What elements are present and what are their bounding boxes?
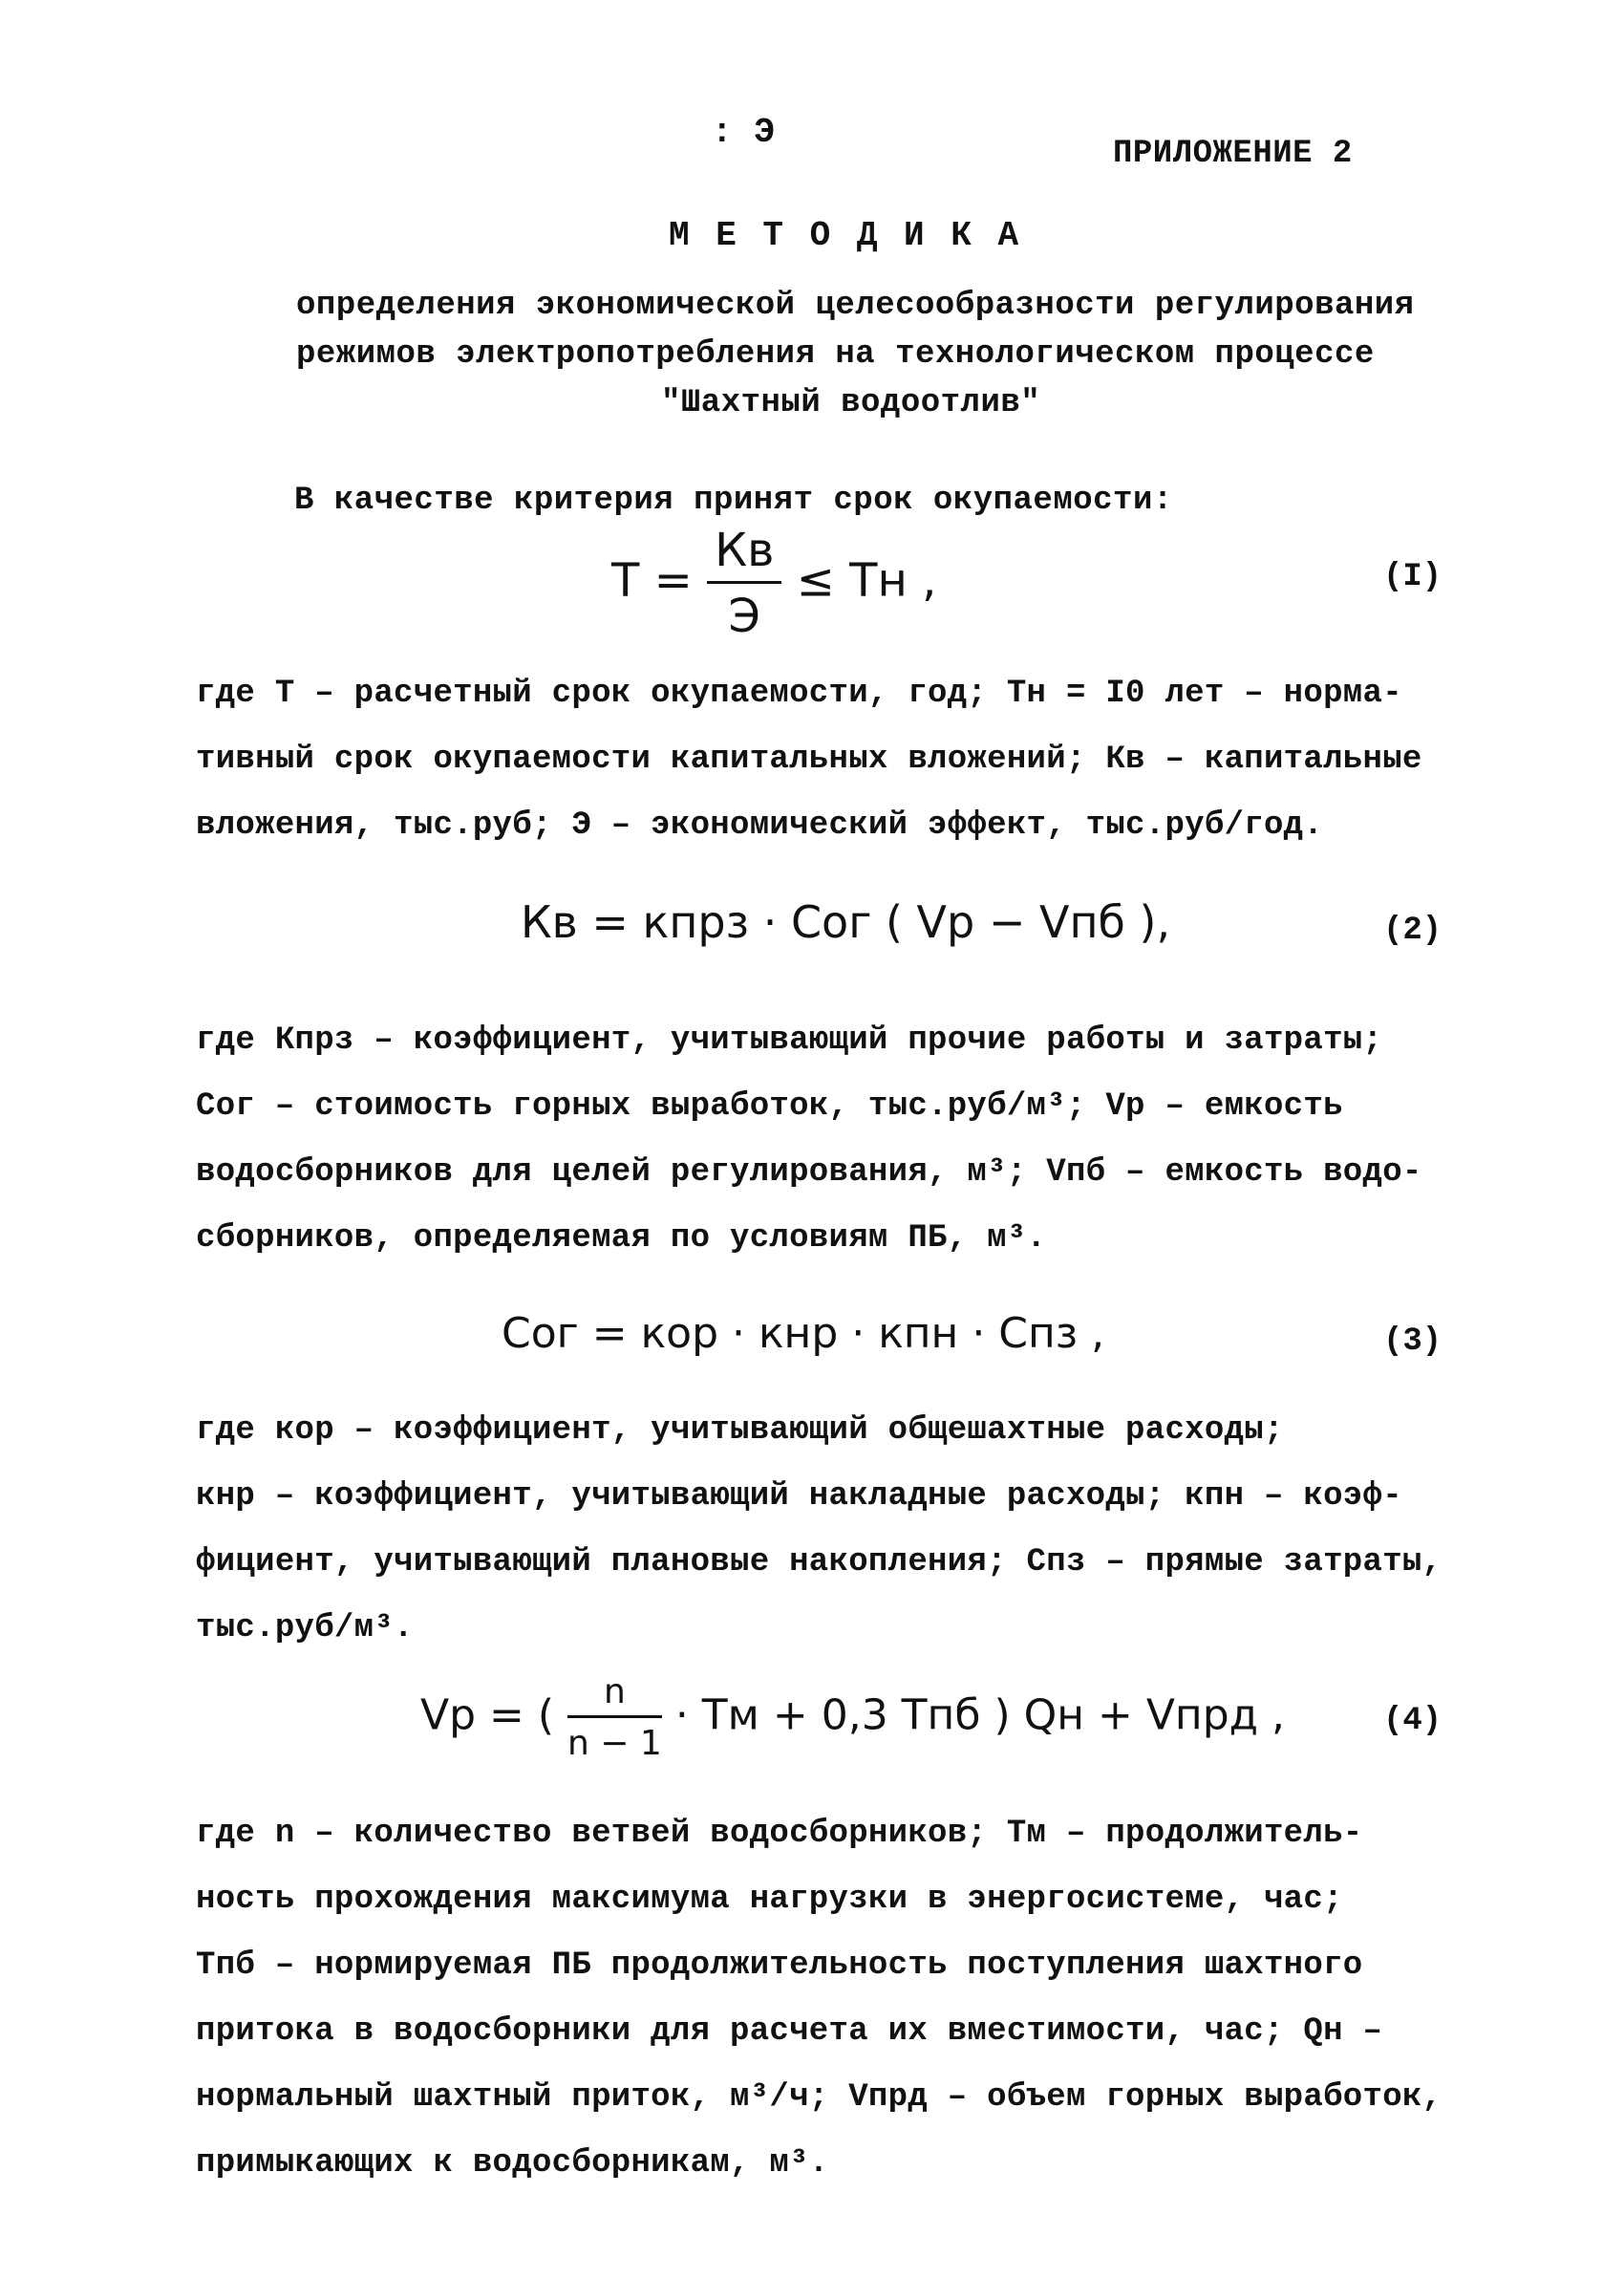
eq4-denominator: n − 1 xyxy=(567,1724,662,1763)
equation-2: Кв = кпрз · Cог ( Vр − Vпб ), xyxy=(521,896,1171,948)
p4-line-3: Tпб – нормируемая ПБ продолжительность поступления шахтного xyxy=(196,1947,1363,1984)
p3-line-1: где кор – коэффициент, учитывающий общешахтные расходы; xyxy=(196,1412,1284,1449)
eq1-denominator: Э xyxy=(728,590,760,643)
p4-line-2: ность прохождения максимума нагрузки в энергосистеме, час; xyxy=(196,1882,1343,1918)
p4-line-6: примыкающих к водосборникам, м³. xyxy=(196,2145,829,2182)
p3-line-4: тыс.руб/м³. xyxy=(196,1610,414,1646)
equation-3-number: (3) xyxy=(1383,1323,1442,1360)
eq4-fraction xyxy=(567,1672,662,1763)
eq1-fraction xyxy=(707,524,781,643)
subtitle-line-2: режимов электропотребления на технологическом процессе xyxy=(296,336,1375,373)
p1-line-1: где T – расчетный срок окупаемости, год; Tн = I0 лет – норма- xyxy=(196,676,1402,712)
appendix-label: ПРИЛОЖЕНИЕ 2 xyxy=(1113,136,1353,172)
page-title: М Е Т О Д И К А xyxy=(669,216,1022,255)
equation-4 xyxy=(420,1672,1285,1763)
eq4-numerator: n xyxy=(567,1672,662,1718)
p2-line-1: где Кпрз – коэффициент, учитывающий прочие работы и затраты; xyxy=(196,1022,1383,1059)
equation-1 xyxy=(611,524,936,643)
p4-line-1: где n – количество ветвей водосборников; Tм – продолжитель- xyxy=(196,1816,1363,1852)
subtitle-line-3: "Шахтный водоотлив" xyxy=(661,385,1041,421)
p1-line-3: вложения, тыс.руб; Э – экономический эффект, тыс.руб/год. xyxy=(196,807,1324,844)
eq1-numerator: Кв xyxy=(707,524,781,584)
eq1-rhs: ≤ Tн , xyxy=(796,553,937,608)
p4-line-4: притока в водосборники для расчета их вместимости, час; Qн – xyxy=(196,2013,1383,2050)
p1-line-2: тивный срок окупаемости капитальных вложений; Кв – капитальные xyxy=(196,742,1422,778)
equation-1-number: (I) xyxy=(1383,559,1442,595)
p2-line-4: сборников, определяемая по условиям ПБ, м³. xyxy=(196,1220,1047,1257)
p3-line-3: фициент, учитывающий плановые накопления; Cпз – прямые затраты, xyxy=(196,1544,1442,1581)
eq4-lhs: Vр = ( xyxy=(420,1690,555,1740)
subtitle-line-1: определения экономической целесообразности регулирования xyxy=(296,288,1415,324)
equation-2-number: (2) xyxy=(1383,913,1442,949)
p2-line-2: Cог – стоимость горных выработок, тыс.руб/м³; Vр – емкость xyxy=(196,1088,1343,1125)
eq1-lhs: T = xyxy=(611,553,693,608)
equation-4-number: (4) xyxy=(1383,1703,1442,1739)
eq4-rhs: · Tм + 0,3 Tпб ) Qн + Vпрд , xyxy=(674,1690,1286,1740)
intro-text: В качестве критерия принят срок окупаемости: xyxy=(294,483,1173,519)
page-mark: : Э xyxy=(712,113,776,152)
p3-line-2: кнр – коэффициент, учитывающий накладные расходы; кпн – коэф- xyxy=(196,1478,1402,1515)
p2-line-3: водосборников для целей регулирования, м³; Vпб – емкость водо- xyxy=(196,1154,1422,1191)
p4-line-5: нормальный шахтный приток, м³/ч; Vпрд – объем горных выработок, xyxy=(196,2079,1442,2116)
equation-3: Cог = кор · кнр · кпн · Cпз , xyxy=(502,1309,1105,1358)
